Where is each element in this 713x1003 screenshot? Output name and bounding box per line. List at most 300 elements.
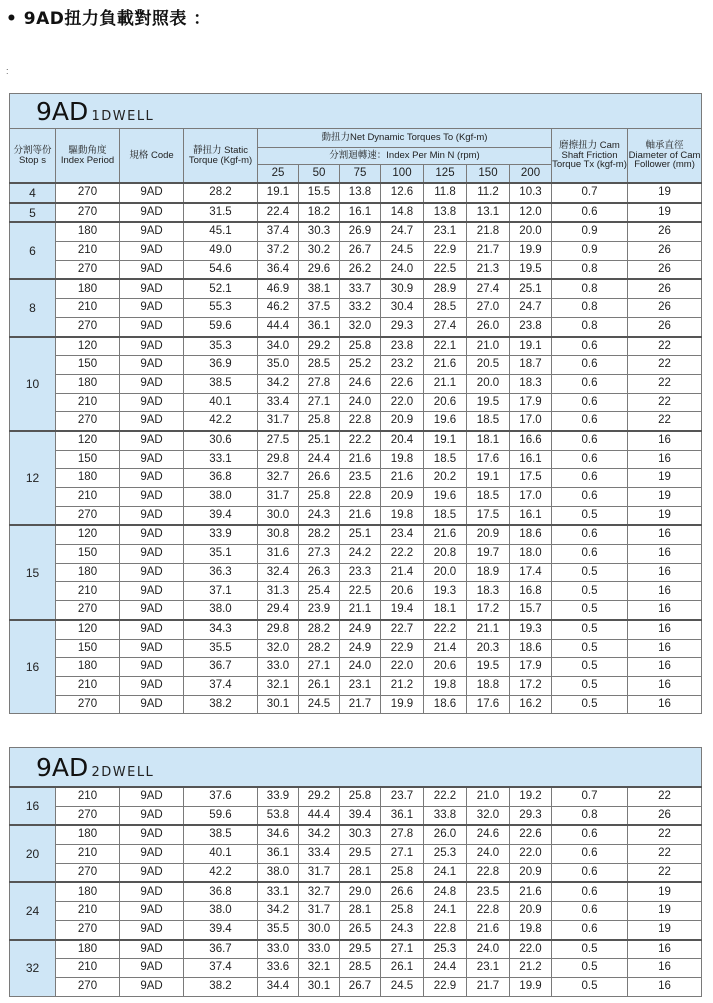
table-cell: 9AD xyxy=(120,639,184,658)
table-cell: 38.5 xyxy=(184,374,258,393)
table-cell: 9AD xyxy=(120,203,184,223)
table-cell: 0.5 xyxy=(552,658,628,677)
table-cell: 28.2 xyxy=(184,183,258,203)
table-cell: 24.3 xyxy=(299,506,340,525)
table-row xyxy=(10,806,702,825)
table-cell: 20.8 xyxy=(424,545,467,564)
table-cell: 0.5 xyxy=(552,959,628,978)
table-cell: 24.1 xyxy=(424,863,467,882)
table-cell: 24.7 xyxy=(510,299,552,318)
table-cell: 31.7 xyxy=(299,902,340,921)
table-cell: 19.9 xyxy=(381,695,424,714)
table-cell: 38.0 xyxy=(184,601,258,620)
table-row xyxy=(10,412,702,431)
table-cell: 38.2 xyxy=(184,977,258,996)
header-period: 驅動角度 Index Period xyxy=(56,129,120,184)
table-row xyxy=(10,450,702,469)
table-cell: 26 xyxy=(628,299,702,318)
table-row xyxy=(10,787,702,806)
table-cell: 19.8 xyxy=(381,506,424,525)
table-cell: 23.8 xyxy=(381,337,424,356)
table-cell: 44.4 xyxy=(299,806,340,825)
table-cell: 0.6 xyxy=(552,902,628,921)
table-cell: 32.0 xyxy=(467,806,510,825)
table-cell: 13.1 xyxy=(467,203,510,223)
table-cell: 180 xyxy=(56,374,120,393)
table-cell: 23.4 xyxy=(381,525,424,544)
table-cell: 21.7 xyxy=(467,977,510,996)
table-cell: 13.8 xyxy=(340,183,381,203)
table-cell: 22.2 xyxy=(424,787,467,806)
table-cell: 9AD xyxy=(120,488,184,507)
table-cell: 16 xyxy=(628,601,702,620)
table-cell: 19 xyxy=(628,469,702,488)
table-cell: 20.5 xyxy=(467,356,510,375)
table-cell: 270 xyxy=(56,977,120,996)
table-cell: 32.0 xyxy=(258,639,299,658)
table-cell: 38.2 xyxy=(184,695,258,714)
header-speed-75: 75 xyxy=(340,165,381,184)
table-cell: 19.6 xyxy=(424,412,467,431)
table-cell: 9AD xyxy=(120,620,184,639)
table-cell: 27.4 xyxy=(424,317,467,336)
table-cell: 18.7 xyxy=(510,356,552,375)
table-cell: 26.0 xyxy=(467,317,510,336)
table-cell: 120 xyxy=(56,525,120,544)
table-cell: 39.4 xyxy=(184,920,258,939)
table-row xyxy=(10,506,702,525)
table-cell: 53.8 xyxy=(258,806,299,825)
table-row xyxy=(10,242,702,261)
table-cell: 9AD xyxy=(120,676,184,695)
table-cell: 9AD xyxy=(120,920,184,939)
table-cell: 26.7 xyxy=(340,242,381,261)
table-cell: 24.4 xyxy=(299,450,340,469)
table-cell: 25.8 xyxy=(299,488,340,507)
table-cell: 21.1 xyxy=(424,374,467,393)
header-static: 靜扭力 Static Torque (Kgf-m) xyxy=(184,129,258,184)
table-cell: 46.2 xyxy=(258,299,299,318)
table-row xyxy=(10,863,702,882)
table-cell: 20.6 xyxy=(381,582,424,601)
table-cell: 16 xyxy=(628,695,702,714)
table-cell: 150 xyxy=(56,639,120,658)
table-cell: 45.1 xyxy=(184,222,258,241)
table-cell: 19.6 xyxy=(424,488,467,507)
table-cell: 0.6 xyxy=(552,431,628,450)
table-cell: 16 xyxy=(628,959,702,978)
table-row xyxy=(10,183,702,203)
table-cell: 22 xyxy=(628,845,702,864)
table-row xyxy=(10,959,702,978)
table-cell: 270 xyxy=(56,412,120,431)
table-cell: 9AD xyxy=(120,431,184,450)
table-cell: 9AD xyxy=(120,356,184,375)
table-row xyxy=(10,299,702,318)
table-row xyxy=(10,845,702,864)
table-row xyxy=(10,525,702,544)
table-cell: 26.6 xyxy=(381,882,424,901)
table-cell: 120 xyxy=(56,431,120,450)
table-cell: 27.4 xyxy=(467,279,510,298)
table-cell: 27.1 xyxy=(299,658,340,677)
table-cell: 25.8 xyxy=(340,787,381,806)
stops-cell: 15 xyxy=(10,525,56,619)
table-cell: 210 xyxy=(56,845,120,864)
table-cell: 16.1 xyxy=(510,506,552,525)
table-cell: 9AD xyxy=(120,469,184,488)
table-cell: 22.4 xyxy=(258,203,299,223)
table-cell: 180 xyxy=(56,825,120,844)
table-cell: 16 xyxy=(628,525,702,544)
torque-table-2dwell xyxy=(9,747,702,997)
table-cell: 180 xyxy=(56,658,120,677)
table-cell: 180 xyxy=(56,882,120,901)
table-row xyxy=(10,676,702,695)
table-cell: 25.1 xyxy=(340,525,381,544)
table-cell: 29.3 xyxy=(510,806,552,825)
table-cell: 19.4 xyxy=(381,601,424,620)
table-cell: 210 xyxy=(56,582,120,601)
table-cell: 35.1 xyxy=(184,545,258,564)
table-cell: 9AD xyxy=(120,450,184,469)
table-cell: 55.3 xyxy=(184,299,258,318)
table-cell: 24.5 xyxy=(299,695,340,714)
table-row xyxy=(10,940,702,959)
table-cell: 32.4 xyxy=(258,563,299,582)
table-cell: 9AD xyxy=(120,412,184,431)
dwell-label: 2DWELL xyxy=(91,764,155,780)
table-cell: 40.1 xyxy=(184,845,258,864)
table-cell: 16 xyxy=(628,639,702,658)
table-cell: 30.1 xyxy=(299,977,340,996)
table-cell: 38.0 xyxy=(184,902,258,921)
table-row xyxy=(10,222,702,241)
table-cell: 19 xyxy=(628,183,702,203)
table-cell: 25.1 xyxy=(510,279,552,298)
table-cell: 42.2 xyxy=(184,412,258,431)
table-cell: 26 xyxy=(628,222,702,241)
table-cell: 0.6 xyxy=(552,412,628,431)
table-cell: 34.3 xyxy=(184,620,258,639)
table-cell: 22.9 xyxy=(424,242,467,261)
table-cell: 18.0 xyxy=(510,545,552,564)
table-cell: 0.8 xyxy=(552,317,628,336)
table-cell: 37.1 xyxy=(184,582,258,601)
table-cell: 24.6 xyxy=(340,374,381,393)
table-cell: 210 xyxy=(56,676,120,695)
table-cell: 24.0 xyxy=(340,393,381,412)
table-cell: 21.6 xyxy=(424,525,467,544)
table-cell: 42.2 xyxy=(184,863,258,882)
table-cell: 33.0 xyxy=(258,658,299,677)
table-cell: 210 xyxy=(56,787,120,806)
table-cell: 22 xyxy=(628,337,702,356)
table-cell: 13.8 xyxy=(424,203,467,223)
table-cell: 32.1 xyxy=(258,676,299,695)
header-speed-100: 100 xyxy=(381,165,424,184)
table-cell: 29.2 xyxy=(299,337,340,356)
table-cell: 9AD xyxy=(120,863,184,882)
table-cell: 37.4 xyxy=(184,676,258,695)
table-cell: 30.8 xyxy=(258,525,299,544)
table-cell: 9AD xyxy=(120,959,184,978)
table-cell: 34.2 xyxy=(258,902,299,921)
table-cell: 21.3 xyxy=(467,260,510,279)
table-cell: 17.2 xyxy=(510,676,552,695)
table-cell: 9AD xyxy=(120,506,184,525)
table-cell: 22.0 xyxy=(510,845,552,864)
stops-cell: 5 xyxy=(10,203,56,223)
table-cell: 9AD xyxy=(120,563,184,582)
table-cell: 31.3 xyxy=(258,582,299,601)
table-cell: 33.2 xyxy=(340,299,381,318)
table-row xyxy=(10,337,702,356)
table-cell: 270 xyxy=(56,317,120,336)
table-cell: 25.3 xyxy=(424,940,467,959)
table-cell: 22.5 xyxy=(424,260,467,279)
table-cell: 0.5 xyxy=(552,563,628,582)
table-cell: 26.0 xyxy=(424,825,467,844)
table-cell: 26.1 xyxy=(299,676,340,695)
table-cell: 0.5 xyxy=(552,676,628,695)
table-cell: 9AD xyxy=(120,806,184,825)
table-cell: 22 xyxy=(628,412,702,431)
header-speed-25: 25 xyxy=(258,165,299,184)
table-cell: 38.1 xyxy=(299,279,340,298)
table-cell: 21.1 xyxy=(340,601,381,620)
table-cell: 30.4 xyxy=(381,299,424,318)
table-cell: 19.8 xyxy=(381,450,424,469)
table-cell: 24.5 xyxy=(381,242,424,261)
table-cell: 21.0 xyxy=(467,337,510,356)
table-cell: 23.1 xyxy=(340,676,381,695)
table-cell: 36.3 xyxy=(184,563,258,582)
table-cell: 29.3 xyxy=(381,317,424,336)
table-cell: 19.1 xyxy=(424,431,467,450)
table-cell: 0.8 xyxy=(552,806,628,825)
table-cell: 18.9 xyxy=(467,563,510,582)
table-cell: 20.4 xyxy=(381,431,424,450)
table-cell: 9AD xyxy=(120,299,184,318)
table-cell: 34.0 xyxy=(258,337,299,356)
table-cell: 180 xyxy=(56,222,120,241)
table-cell: 16.2 xyxy=(510,695,552,714)
table-cell: 0.5 xyxy=(552,639,628,658)
table-cell: 30.3 xyxy=(299,222,340,241)
table-cell: 21.6 xyxy=(340,506,381,525)
table-cell: 26.3 xyxy=(299,563,340,582)
table-cell: 27.1 xyxy=(381,940,424,959)
table-row xyxy=(10,563,702,582)
table-cell: 0.6 xyxy=(552,356,628,375)
table-cell: 150 xyxy=(56,356,120,375)
table-cell: 32.7 xyxy=(299,882,340,901)
table-cell: 16 xyxy=(628,431,702,450)
table-cell: 0.7 xyxy=(552,787,628,806)
table-cell: 30.0 xyxy=(258,506,299,525)
table-cell: 30.2 xyxy=(299,242,340,261)
table-cell: 18.2 xyxy=(299,203,340,223)
table-cell: 40.1 xyxy=(184,393,258,412)
table-cell: 22.2 xyxy=(340,431,381,450)
table-cell: 20.9 xyxy=(467,525,510,544)
table-cell: 49.0 xyxy=(184,242,258,261)
table-cell: 9AD xyxy=(120,695,184,714)
table-cell: 36.4 xyxy=(258,260,299,279)
table-cell: 20.3 xyxy=(467,639,510,658)
table-cell: 32.0 xyxy=(340,317,381,336)
table-cell: 16.1 xyxy=(510,450,552,469)
table-cell: 17.5 xyxy=(510,469,552,488)
table-cell: 22.6 xyxy=(510,825,552,844)
table-cell: 0.9 xyxy=(552,242,628,261)
table-cell: 0.6 xyxy=(552,845,628,864)
table-cell: 17.2 xyxy=(467,601,510,620)
table-cell: 9AD xyxy=(120,845,184,864)
table-cell: 33.1 xyxy=(184,450,258,469)
table-cell: 33.9 xyxy=(184,525,258,544)
table-cell: 0.6 xyxy=(552,469,628,488)
table-cell: 19.5 xyxy=(467,393,510,412)
table-cell: 17.0 xyxy=(510,488,552,507)
stops-cell: 4 xyxy=(10,183,56,203)
table-cell: 25.8 xyxy=(381,863,424,882)
table-cell: 16 xyxy=(628,450,702,469)
table-cell: 24.6 xyxy=(467,825,510,844)
table-cell: 37.6 xyxy=(184,787,258,806)
table-cell: 31.5 xyxy=(184,203,258,223)
table-cell: 21.1 xyxy=(467,620,510,639)
table-cell: 27.1 xyxy=(381,845,424,864)
table-cell: 20.9 xyxy=(510,902,552,921)
table-cell: 28.5 xyxy=(340,959,381,978)
stops-cell: 12 xyxy=(10,431,56,525)
table-cell: 22.8 xyxy=(340,412,381,431)
table-cell: 30.9 xyxy=(381,279,424,298)
table-cell: 21.8 xyxy=(467,222,510,241)
tiny-mark: : xyxy=(6,66,9,76)
table-cell: 27.8 xyxy=(381,825,424,844)
table-cell: 22 xyxy=(628,787,702,806)
table-cell: 19.3 xyxy=(510,620,552,639)
stops-cell: 16 xyxy=(10,620,56,714)
table-cell: 31.6 xyxy=(258,545,299,564)
table-cell: 17.6 xyxy=(467,695,510,714)
table-cell: 11.8 xyxy=(424,183,467,203)
table-cell: 270 xyxy=(56,806,120,825)
table-cell: 36.1 xyxy=(299,317,340,336)
table-cell: 39.4 xyxy=(340,806,381,825)
table-cell: 12.0 xyxy=(510,203,552,223)
table-cell: 9AD xyxy=(120,787,184,806)
table-cell: 9AD xyxy=(120,902,184,921)
table-cell: 36.7 xyxy=(184,940,258,959)
table-cell: 22 xyxy=(628,356,702,375)
table-cell: 0.6 xyxy=(552,882,628,901)
table-cell: 24.2 xyxy=(340,545,381,564)
table-row xyxy=(10,317,702,336)
table-row xyxy=(10,639,702,658)
table-cell: 20.9 xyxy=(381,412,424,431)
table-cell: 33.1 xyxy=(258,882,299,901)
table-cell: 26 xyxy=(628,317,702,336)
table-cell: 22.1 xyxy=(424,337,467,356)
model-label: 9AD xyxy=(36,752,89,782)
table-cell: 22 xyxy=(628,863,702,882)
table-cell: 24.9 xyxy=(340,639,381,658)
table-cell: 18.3 xyxy=(510,374,552,393)
table-cell: 16 xyxy=(628,940,702,959)
table-cell: 17.6 xyxy=(467,450,510,469)
table-cell: 22 xyxy=(628,393,702,412)
table-cell: 9AD xyxy=(120,977,184,996)
table-cell: 29.0 xyxy=(340,882,381,901)
table-cell: 0.6 xyxy=(552,863,628,882)
table-cell: 21.6 xyxy=(424,356,467,375)
table-cell: 59.6 xyxy=(184,806,258,825)
stops-cell: 20 xyxy=(10,825,56,882)
table-cell: 0.6 xyxy=(552,825,628,844)
table-cell: 26 xyxy=(628,279,702,298)
table-cell: 29.5 xyxy=(340,940,381,959)
table-cell: 24.7 xyxy=(381,222,424,241)
table-cell: 22.0 xyxy=(381,393,424,412)
table-cell: 33.7 xyxy=(340,279,381,298)
table-cell: 19.5 xyxy=(510,260,552,279)
table-cell: 24.0 xyxy=(467,845,510,864)
table-cell: 180 xyxy=(56,469,120,488)
table-cell: 27.8 xyxy=(299,374,340,393)
table-cell: 25.8 xyxy=(381,902,424,921)
table-cell: 46.9 xyxy=(258,279,299,298)
table-cell: 31.7 xyxy=(258,488,299,507)
table-cell: 24.0 xyxy=(467,940,510,959)
table-cell: 25.8 xyxy=(299,412,340,431)
table-cell: 22.2 xyxy=(381,545,424,564)
table-cell: 29.5 xyxy=(340,845,381,864)
table-cell: 36.1 xyxy=(381,806,424,825)
table-cell: 34.4 xyxy=(258,977,299,996)
table-cell: 9AD xyxy=(120,601,184,620)
table-cell: 9AD xyxy=(120,374,184,393)
table-cell: 21.6 xyxy=(340,450,381,469)
table-cell: 0.5 xyxy=(552,695,628,714)
table-cell: 22.9 xyxy=(381,639,424,658)
table-cell: 16 xyxy=(628,563,702,582)
table-cell: 33.6 xyxy=(258,959,299,978)
table-row xyxy=(10,393,702,412)
table-row xyxy=(10,260,702,279)
table-cell: 33.8 xyxy=(424,806,467,825)
table-cell: 23.1 xyxy=(424,222,467,241)
page-title: • 9AD扭力負載對照表 ： xyxy=(6,9,211,29)
table-cell: 19 xyxy=(628,506,702,525)
table-cell: 19 xyxy=(628,882,702,901)
header-stops: 分割等份 Stop s xyxy=(10,129,56,184)
table-cell: 9AD xyxy=(120,882,184,901)
table-cell: 23.3 xyxy=(340,563,381,582)
table-cell: 32.1 xyxy=(299,959,340,978)
table-cell: 18.6 xyxy=(510,525,552,544)
table-cell: 26.1 xyxy=(381,959,424,978)
table-cell: 36.1 xyxy=(258,845,299,864)
header-code: 規格 Code xyxy=(120,129,184,184)
table-cell: 0.6 xyxy=(552,337,628,356)
table-cell: 0.5 xyxy=(552,506,628,525)
table-cell: 19.9 xyxy=(510,242,552,261)
stops-cell: 8 xyxy=(10,279,56,336)
